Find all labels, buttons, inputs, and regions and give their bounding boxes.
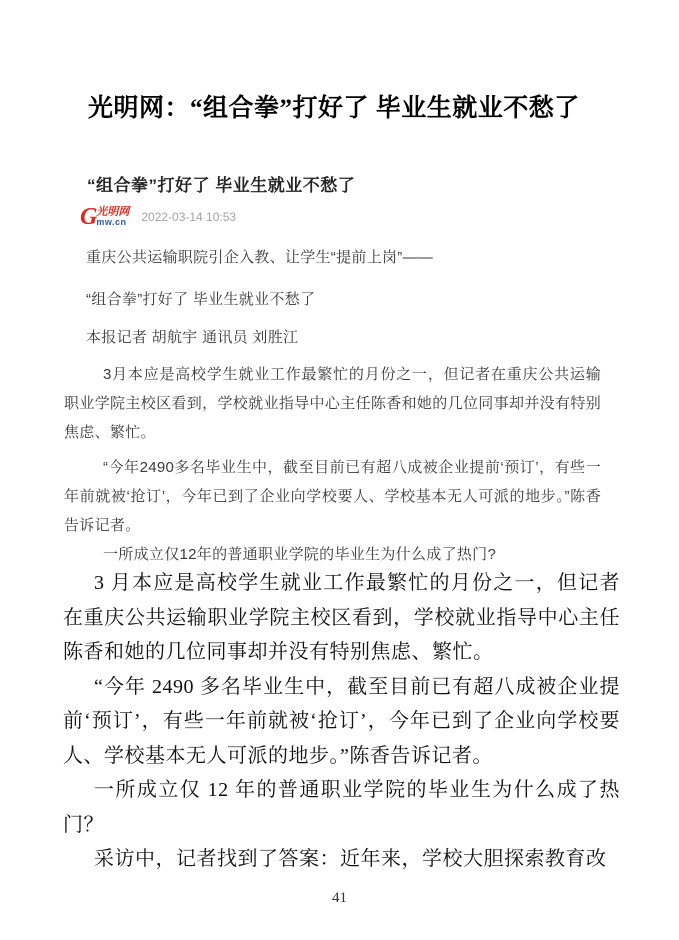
source-row [80, 203, 236, 230]
article-subhead: “组合拳”打好了 毕业生就业不愁了 [86, 291, 316, 308]
article-headline: “组合拳”打好了 毕业生就业不愁了 [87, 176, 356, 195]
gmw-logo-script: 光明网 [96, 205, 130, 218]
web-paragraph: 3月本应是高校学生就业工作最繁忙的月份之一，但记者在重庆公共运输职业学院主校区看到，学校就业指导中心主任陈香和她的几位同事却并没有特别焦虑、繁忙。 [64, 366, 601, 441]
print-paragraph: 一所成立仅 12 年的普通职业学院的毕业生为什么成了热门？ [63, 779, 620, 836]
print-article-body [63, 566, 620, 877]
article-byline: 本报记者 胡航宇 通讯员 刘胜江 [86, 329, 299, 346]
print-paragraph: 采访中，记者找到了答案：近年来，学校大胆探索教育改 [94, 848, 607, 870]
print-paragraph: 3 月本应是高校学生就业工作最繁忙的月份之一，但记者在重庆公共运输职业学院主校区看到，学校就业指导中心主任陈香和她的几位同事却并没有特别焦虑、繁忙。 [63, 572, 620, 663]
page-number: 41 [332, 890, 347, 906]
page-title: 光明网：“组合拳”打好了 毕业生就业不愁了 [88, 95, 580, 122]
publish-timestamp: 2022-03-14 10:53 [141, 209, 237, 224]
web-paragraph: “今年2490多名毕业生中，截至目前已有超八成被企业提前‘预订’，有些一年前就被‘抢订’，今年已到了企业向学校要人、学校基本无人可派的地步。”陈香告诉记者。 [64, 459, 601, 534]
gmw-logo-domain: mw.cn [96, 216, 127, 227]
gmw-logo-g-icon: G [80, 203, 98, 230]
web-article-body [64, 248, 601, 569]
article-kicker: 重庆公共运输职院引企入教、让学生“提前上岗”—— [86, 249, 434, 266]
web-paragraph: 一所成立仅12年的普通职业学院的毕业生为什么成了热门? [103, 546, 497, 563]
gmw-logo [80, 203, 130, 230]
gmw-logo-stack [96, 207, 129, 228]
print-paragraph: “今年 2490 多名毕业生中，截至目前已有超八成被企业提前‘预订’，有些一年前就被‘抢订’，今年已到了企业向学校要人、学校基本无人可派的地步。”陈香告诉记者。 [63, 675, 620, 767]
